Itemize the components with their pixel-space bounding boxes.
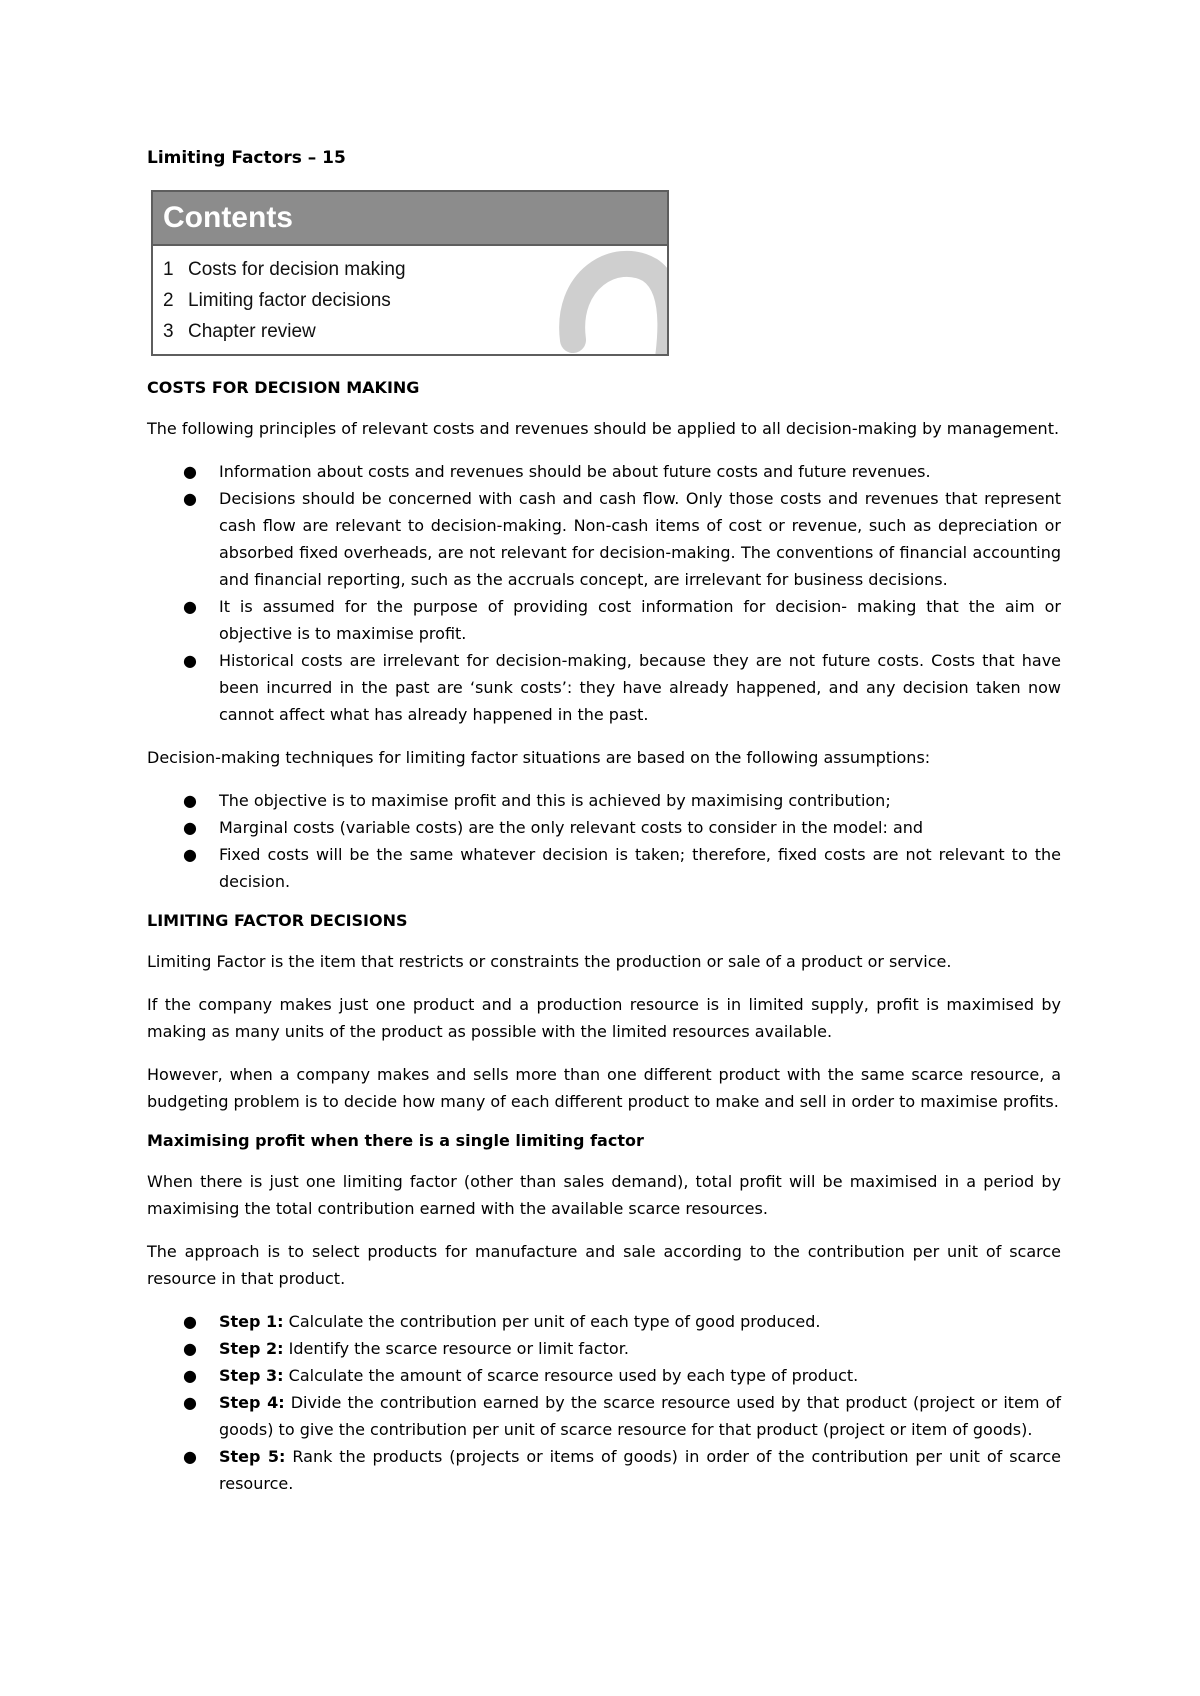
document-title: Limiting Factors – 15 (147, 148, 346, 168)
list-item (147, 458, 1061, 485)
bullet-icon: ● (183, 489, 197, 508)
list-item-text: Historical costs are irrelevant for decision-making, because they are not future costs. Costs that have been incurred in the past are ‘sunk costs’: they have already happened, and any decision taken now cannot affect what has already happened in the past. (219, 651, 1061, 724)
paragraph: However, when a company makes and sells more than one different product with the same scarce resource, a budgeting problem is to decide how many of each different product to make and sell in order to maximise profits. (147, 1065, 1061, 1111)
bullet-icon: ● (183, 1393, 197, 1412)
paragraph: If the company makes just one product and a production resource is in limited supply, profit is maximised by making as many units of the product as possible with the limited resources available. (147, 995, 1061, 1041)
bullet-icon: ● (183, 791, 197, 810)
contents-item (163, 285, 667, 316)
paragraph: The following principles of relevant costs and revenues should be applied to all decision-making by management. (147, 419, 1060, 438)
bullet-icon: ● (183, 597, 197, 616)
paragraph: When there is just one limiting factor (other than sales demand), total profit will be maximised in a period by maximising the total contribution earned with the available scarce resources. (147, 1172, 1061, 1218)
step-text: Divide the contribution earned by the scarce resource used by that product (project or item of goods) to give the contribution per unit of scarce resource for that product (project or item of goods). (219, 1393, 1062, 1439)
list-item (147, 647, 1061, 728)
contents-item-number: 2 (163, 290, 174, 311)
step-label: Step 5: (219, 1447, 286, 1466)
list-item (147, 787, 1061, 814)
bullet-icon: ● (183, 1366, 197, 1385)
subheading: Maximising profit when there is a single limiting factor (147, 1131, 644, 1150)
list-item (147, 485, 1061, 593)
contents-list (153, 246, 667, 347)
contents-item-number: 3 (163, 321, 174, 342)
contents-item-label: Chapter review (188, 321, 316, 342)
contents-item-label: Costs for decision making (188, 259, 406, 280)
step-text: Identify the scarce resource or limit factor. (283, 1339, 629, 1358)
step-label: Step 4: (219, 1393, 285, 1412)
list-item (147, 841, 1061, 895)
list-item-text: Decisions should be concerned with cash and cash flow. Only those costs and revenues that represent cash flow are relevant to decision-making. Non-cash items of cost or revenue, such as depreciation or absorbed fixed overheads, are not relevant for decision-making. The conventions of financial accounting and financial reporting, such as the accruals concept, are irrelevant for business decisions. (219, 489, 1061, 589)
contents-item (163, 254, 667, 285)
list-item-text: Marginal costs (variable costs) are the only relevant costs to consider in the model: and (219, 818, 924, 837)
bullet-icon: ● (183, 1447, 197, 1466)
list-item-text: The objective is to maximise profit and this is achieved by maximising contribution; (219, 791, 891, 810)
section-heading-costs: COSTS FOR DECISION MAKING (147, 378, 420, 397)
list-item (147, 1443, 1061, 1497)
list-item (147, 814, 1061, 841)
step-label: Step 2: (219, 1339, 284, 1358)
list-item-text: It is assumed for the purpose of providing cost information for decision- making that the aim or objective is to maximise profit. (219, 597, 1061, 643)
document-page (147, 148, 1061, 1513)
bullet-icon: ● (183, 845, 197, 864)
step-text: Rank the products (projects or items of goods) in order of the contribution per unit of scarce resource. (219, 1447, 1062, 1493)
contents-item-number: 1 (163, 259, 174, 280)
contents-item-label: Limiting factor decisions (188, 290, 391, 311)
contents-box (151, 190, 669, 356)
list-item (147, 1308, 1061, 1335)
list-item (147, 593, 1061, 647)
contents-heading: Contents (153, 192, 667, 246)
step-label: Step 3: (219, 1366, 284, 1385)
principles-list (147, 458, 1061, 728)
step-text: Calculate the contribution per unit of each type of good produced. (283, 1312, 821, 1331)
bullet-icon: ● (183, 1339, 197, 1358)
list-item (147, 1335, 1061, 1362)
steps-list (147, 1308, 1061, 1497)
bullet-icon: ● (183, 462, 197, 481)
step-label: Step 1: (219, 1312, 284, 1331)
list-item-text: Information about costs and revenues should be about future costs and future revenues. (219, 462, 931, 481)
list-item (147, 1362, 1061, 1389)
bullet-icon: ● (183, 1312, 197, 1331)
list-item (147, 1389, 1061, 1443)
paragraph: The approach is to select products for manufacture and sale according to the contribution per unit of scarce resource in that product. (147, 1242, 1061, 1288)
step-text: Calculate the amount of scarce resource used by each type of product. (283, 1366, 859, 1385)
list-item-text: Fixed costs will be the same whatever decision is taken; therefore, fixed costs are not relevant to the decision. (219, 845, 1061, 891)
bullet-icon: ● (183, 818, 197, 837)
paragraph: Limiting Factor is the item that restricts or constraints the production or sale of a product or service. (147, 952, 952, 971)
bullet-icon: ● (183, 651, 197, 670)
assumptions-list (147, 787, 1061, 895)
section-heading-limiting: LIMITING FACTOR DECISIONS (147, 911, 408, 930)
contents-item (163, 316, 667, 347)
paragraph: Decision-making techniques for limiting factor situations are based on the following assumptions: (147, 748, 931, 767)
